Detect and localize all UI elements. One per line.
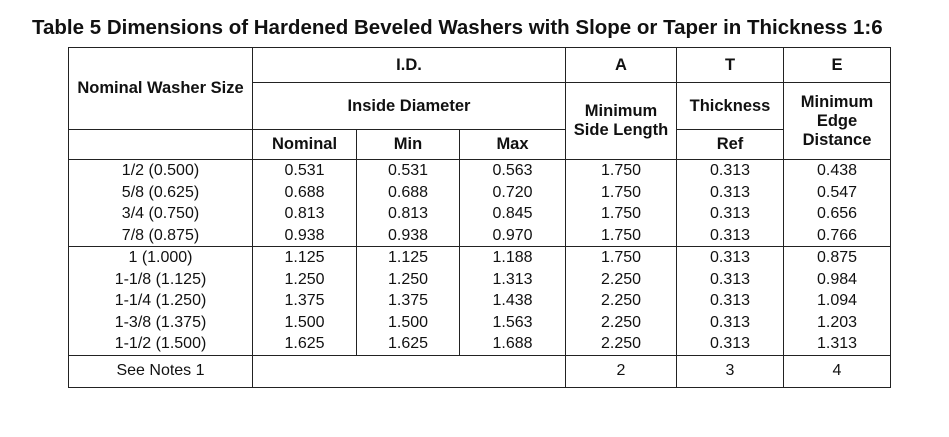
table-title: Table 5 Dimensions of Hardened Beveled Washers with Slope or Taper in Thickness 1:6 [32, 16, 883, 39]
side-length-value: 1.750 [600, 162, 642, 179]
header-ref: Ref [677, 130, 784, 160]
header-a: A [566, 48, 677, 83]
size-value: 1-3/8 (1.375) [114, 313, 207, 331]
size-value: 5/8 (0.625) [121, 183, 200, 201]
table-row-group-1 [69, 160, 891, 247]
notes-row [69, 355, 891, 387]
max-cell [460, 247, 566, 356]
nominal-value: 0.531 [284, 162, 325, 179]
max-value: 0.563 [492, 162, 533, 179]
edge-distance-cell [784, 247, 891, 356]
note-e: 4 [784, 355, 891, 387]
side-length-value: 2.250 [600, 292, 642, 309]
min-value: 0.531 [387, 162, 429, 179]
notes-blank [253, 355, 566, 387]
thickness-value: 0.313 [709, 249, 751, 266]
thickness-cell [677, 247, 784, 356]
min-value: 0.813 [387, 205, 429, 222]
nominal-value: 1.375 [284, 292, 325, 309]
min-value: 0.938 [387, 226, 429, 244]
edge-distance-value: 0.438 [816, 162, 858, 179]
edge-distance-value: 0.875 [816, 249, 858, 266]
max-value: 0.970 [492, 226, 533, 244]
size-value: 1 (1.000) [128, 249, 193, 266]
thickness-value: 0.313 [709, 183, 751, 201]
side-length-value: 1.750 [600, 205, 642, 222]
max-value: 1.188 [492, 249, 533, 266]
nominal-value: 0.813 [284, 205, 325, 222]
side-length-value: 2.250 [600, 270, 642, 288]
nominal-value: 1.500 [284, 313, 325, 331]
min-cell [357, 160, 460, 247]
min-value: 1.125 [387, 249, 429, 266]
header-minimum-side-length: Minimum Side Length [566, 83, 677, 160]
note-t: 3 [677, 355, 784, 387]
min-value: 1.625 [387, 335, 429, 352]
header-inside-diameter: Inside Diameter [253, 83, 566, 130]
thickness-value: 0.313 [709, 270, 751, 288]
thickness-value: 0.313 [709, 205, 751, 222]
edge-distance-value: 0.984 [816, 270, 858, 288]
edge-distance-cell [784, 160, 891, 247]
max-value: 1.438 [492, 292, 533, 309]
max-cell [460, 160, 566, 247]
nominal-value: 1.250 [284, 270, 325, 288]
size-cell [69, 247, 253, 356]
size-value: 3/4 (0.750) [121, 205, 200, 222]
edge-distance-value: 0.766 [816, 226, 858, 244]
header-e: E [784, 48, 891, 83]
header-min: Min [357, 130, 460, 160]
max-value: 1.313 [492, 270, 533, 288]
edge-distance-value: 1.094 [816, 292, 858, 309]
min-value: 1.250 [387, 270, 429, 288]
thickness-value: 0.313 [709, 292, 751, 309]
nominal-value: 1.625 [284, 335, 325, 352]
table-row-group-2 [69, 247, 891, 356]
thickness-value: 0.313 [709, 313, 751, 331]
size-cell [69, 160, 253, 247]
edge-distance-value: 0.656 [816, 205, 858, 222]
min-value: 1.500 [387, 313, 429, 331]
size-value: 1-1/8 (1.125) [114, 270, 207, 288]
washer-dimensions-table [68, 47, 891, 388]
max-value: 1.688 [492, 335, 533, 352]
notes-label: See Notes 1 [69, 355, 253, 387]
side-length-cell [566, 160, 677, 247]
size-value: 1-1/2 (1.500) [114, 335, 207, 352]
min-value: 0.688 [387, 183, 429, 201]
header-t: T [677, 48, 784, 83]
side-length-value: 1.750 [600, 226, 642, 244]
max-value: 1.563 [492, 313, 533, 331]
side-length-value: 1.750 [600, 249, 642, 266]
header-max: Max [460, 130, 566, 160]
side-length-value: 2.250 [600, 335, 642, 352]
side-length-value: 2.250 [600, 313, 642, 331]
header-id: I.D. [253, 48, 566, 83]
nominal-value: 0.688 [284, 183, 325, 201]
side-length-cell [566, 247, 677, 356]
nominal-value: 1.125 [284, 249, 325, 266]
thickness-value: 0.313 [709, 335, 751, 352]
header-thickness: Thickness [677, 83, 784, 130]
thickness-cell [677, 160, 784, 247]
size-value: 1/2 (0.500) [121, 162, 200, 179]
nominal-value: 0.938 [284, 226, 325, 244]
thickness-value: 0.313 [709, 226, 751, 244]
header-nominal-washer-size: Nominal Washer Size [69, 48, 253, 130]
size-value: 7/8 (0.875) [121, 226, 200, 244]
header-nominal: Nominal [253, 130, 357, 160]
nominal-cell [253, 160, 357, 247]
thickness-value: 0.313 [709, 162, 751, 179]
max-value: 0.720 [492, 183, 533, 201]
edge-distance-value: 1.203 [816, 313, 858, 331]
edge-distance-value: 0.547 [816, 183, 858, 201]
size-value: 1-1/4 (1.250) [114, 292, 207, 309]
edge-distance-value: 1.313 [816, 335, 858, 352]
header-blank [69, 130, 253, 160]
min-value: 1.375 [387, 292, 429, 309]
nominal-cell [253, 247, 357, 356]
side-length-value: 1.750 [600, 183, 642, 201]
note-a: 2 [566, 355, 677, 387]
header-minimum-edge-distance: Minimum Edge Distance [784, 83, 891, 160]
max-value: 0.845 [492, 205, 533, 222]
min-cell [357, 247, 460, 356]
